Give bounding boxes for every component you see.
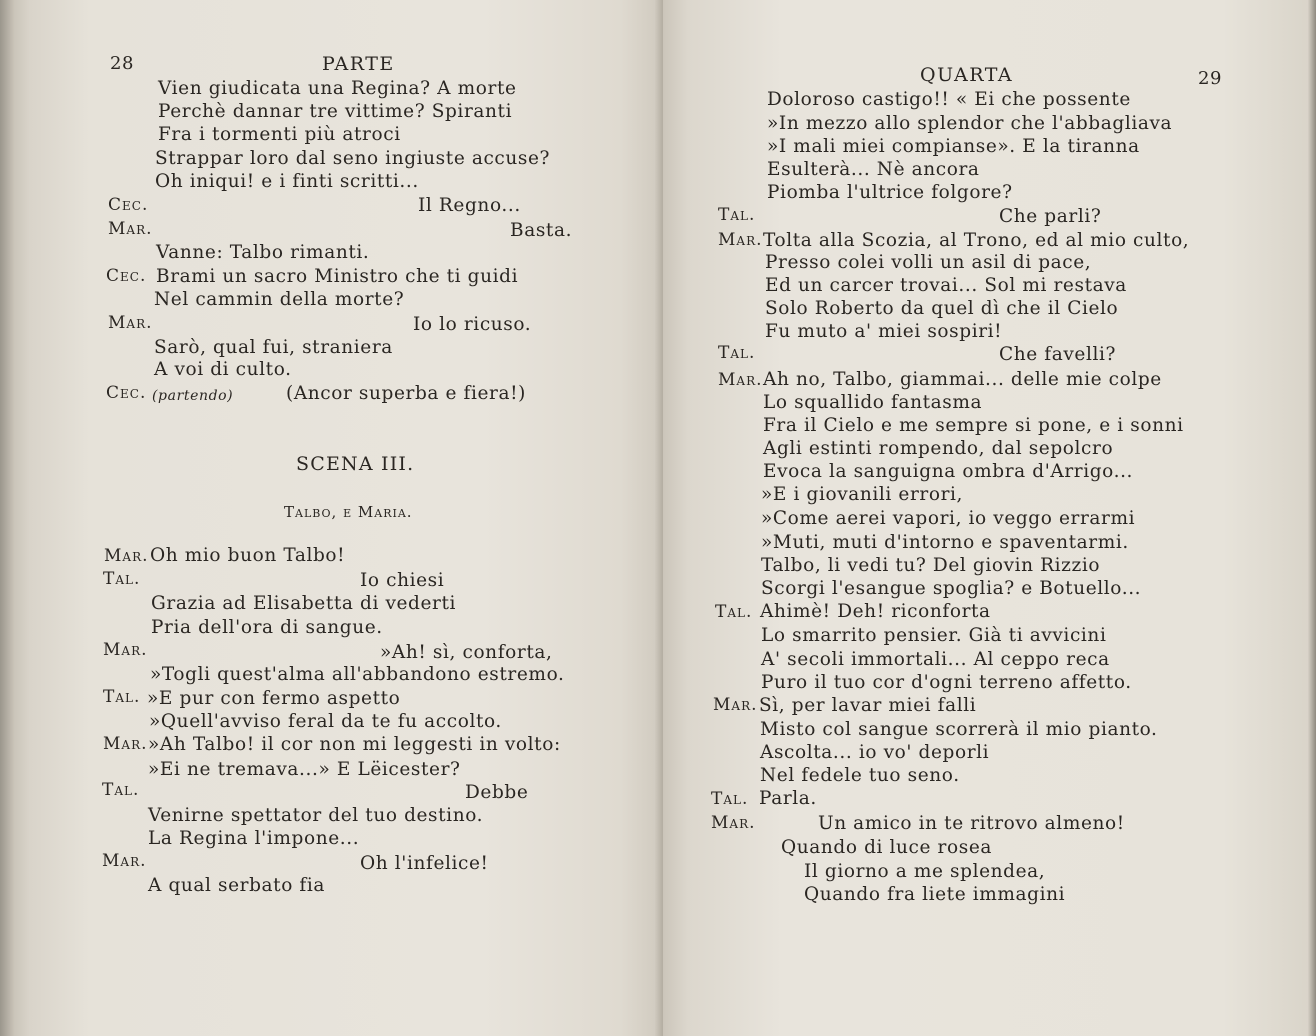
verse-line: Pria dell'ora di sangue. <box>151 617 383 638</box>
verse-line: »Quell'avviso feral da te fu accolto. <box>149 711 502 732</box>
scene-title: SCENA III. <box>296 453 415 475</box>
verse-line: »Come aerei vapori, io veggo errarmi <box>761 508 1136 529</box>
verse-line: Un amico in te ritrovo almeno! <box>818 813 1125 834</box>
verse-line: La Regina l'impone... <box>148 828 360 849</box>
verse-line: Vien giudicata una Regina? A morte <box>158 78 517 99</box>
verse-line: Fra i tormenti più atroci <box>158 124 401 145</box>
stage-direction: (partendo) <box>152 388 234 404</box>
verse-line: Tolta alla Scozia, al Trono, ed al mio culto, <box>763 230 1190 251</box>
verse-line: Debbe <box>465 782 529 803</box>
verse-line: Che favelli? <box>999 344 1117 365</box>
verse-line: Oh l'infelice! <box>360 853 489 874</box>
verse-line: Nel cammin della morte? <box>154 289 405 310</box>
verse-line: Solo Roberto da quel dì che il Cielo <box>765 298 1119 319</box>
verse-line: Misto col sangue scorrerà il mio pianto. <box>760 719 1158 740</box>
verse-line: »Ah! sì, conforta, <box>380 642 553 663</box>
verse-line: Nel fedele tuo seno. <box>760 765 960 786</box>
verse-line: Io lo ricuso. <box>413 314 532 335</box>
verse-line: Ascolta... io vo' deporli <box>760 742 990 763</box>
verse-line: Quando di luce rosea <box>781 837 993 858</box>
right-page <box>663 0 1316 1036</box>
page-number: 28 <box>110 53 135 74</box>
verse-line: »Togli quest'alma all'abbandono estremo. <box>150 664 565 685</box>
verse-line: Fu muto a' miei sospiri! <box>765 321 1003 342</box>
verse-line: Perchè dannar tre vittime? Spiranti <box>158 101 513 122</box>
verse-line: »Ei ne tremava...» E Lëicester? <box>148 759 461 780</box>
verse-line: Presso colei volli un asil di pace, <box>765 252 1092 273</box>
verse-line: »E pur con fermo aspetto <box>147 688 401 709</box>
speaker-label: Cec. <box>106 383 147 403</box>
verse-line: Quando fra liete immagini <box>804 884 1066 905</box>
speaker-label: Cec. <box>108 195 149 215</box>
verse-line: Oh iniqui! e i finti scritti... <box>155 171 419 192</box>
verse-line: Evoca la sanguigna ombra d'Arrigo... <box>763 461 1134 482</box>
running-head: QUARTA <box>920 64 1014 86</box>
speaker-label: Tal. <box>103 687 141 707</box>
verse-line: Lo smarrito pensier. Già ti avvicini <box>761 625 1107 646</box>
speaker-label: Mar. <box>102 851 147 871</box>
verse-line: Io chiesi <box>360 570 445 591</box>
verse-line: Doloroso castigo!! « Ei che possente <box>767 89 1131 110</box>
speaker-label: Cec. <box>106 266 147 286</box>
speaker-label: Mar. <box>713 695 758 715</box>
page-edge <box>1308 0 1316 1036</box>
verse-line: Strappar loro dal seno ingiuste accuse? <box>155 148 551 169</box>
verse-line: Il Regno... <box>418 195 521 216</box>
verse-line: Brami un sacro Ministro che ti guidi <box>156 266 519 287</box>
verse-line: »Muti, muti d'intorno e spaventarmi. <box>761 532 1129 553</box>
speaker-label: Tal. <box>711 789 749 809</box>
verse-line: Fra il Cielo e me sempre si pone, e i sonni <box>763 415 1184 436</box>
verse-line: Che parli? <box>999 206 1102 227</box>
scene-characters: Talbo, e Maria. <box>284 503 413 521</box>
verse-line: Esulterà... Nè ancora <box>767 159 980 180</box>
speaker-label: Mar. <box>718 230 763 250</box>
speaker-label: Tal. <box>718 343 756 363</box>
speaker-label: Tal. <box>102 780 140 800</box>
verse-line: »Ah Talbo! il cor non mi leggesti in volto: <box>148 734 561 755</box>
verse-line: Scorgi l'esangue spoglia? e Botuello... <box>761 578 1142 599</box>
verse-line: Il giorno a me splendea, <box>804 861 1046 882</box>
verse-line: Piomba l'ultrice folgore? <box>767 182 1013 203</box>
verse-line: A voi di culto. <box>154 359 292 380</box>
speaker-label: Mar. <box>108 313 153 333</box>
verse-line: Sì, per lavar miei falli <box>759 695 977 716</box>
verse-line: Ed un carcer trovai... Sol mi restava <box>765 275 1127 296</box>
verse-line: »E i giovanili errori, <box>761 484 964 505</box>
verse-line: Puro il tuo cor d'ogni terreno affetto. <box>761 672 1132 693</box>
speaker-label: Mar. <box>103 734 148 754</box>
verse-line: Agli estinti rompendo, dal sepolcro <box>763 438 1114 459</box>
verse-line: Parla. <box>759 788 817 809</box>
verse-line: A' secoli immortali... Al ceppo reca <box>761 649 1110 670</box>
verse-line: Grazia ad Elisabetta di vederti <box>151 593 457 614</box>
verse-line: Ahimè! Deh! riconforta <box>760 601 991 622</box>
running-head: PARTE <box>322 53 395 75</box>
speaker-label: Mar. <box>711 813 756 833</box>
verse-line: (Ancor superba e fiera!) <box>286 383 526 404</box>
verse-line: Oh mio buon Talbo! <box>150 545 346 566</box>
verse-line: Venirne spettator del tuo destino. <box>148 805 484 826</box>
verse-line: Vanne: Talbo rimanti. <box>156 242 370 263</box>
speaker-label: Mar. <box>104 546 149 566</box>
verse-line: »In mezzo allo splendor che l'abbagliava <box>767 113 1173 134</box>
speaker-label: Mar. <box>718 370 763 390</box>
speaker-label: Tal. <box>715 602 753 622</box>
verse-line: Sarò, qual fui, straniera <box>154 337 393 358</box>
verse-line: Talbo, li vedi tu? Del giovin Rizzio <box>761 555 1101 576</box>
verse-line: Lo squallido fantasma <box>763 392 983 413</box>
verse-line: Ah no, Talbo, giammai... delle mie colpe <box>763 369 1162 390</box>
verse-line: »I mali miei compianse». E la tiranna <box>767 136 1140 157</box>
speaker-label: Tal. <box>718 205 756 225</box>
speaker-label: Mar. <box>103 640 148 660</box>
page-number: 29 <box>1198 68 1223 89</box>
speaker-label: Tal. <box>103 569 141 589</box>
verse-line: Basta. <box>510 220 573 241</box>
speaker-label: Mar. <box>108 219 153 239</box>
verse-line: A qual serbato fia <box>148 875 326 896</box>
